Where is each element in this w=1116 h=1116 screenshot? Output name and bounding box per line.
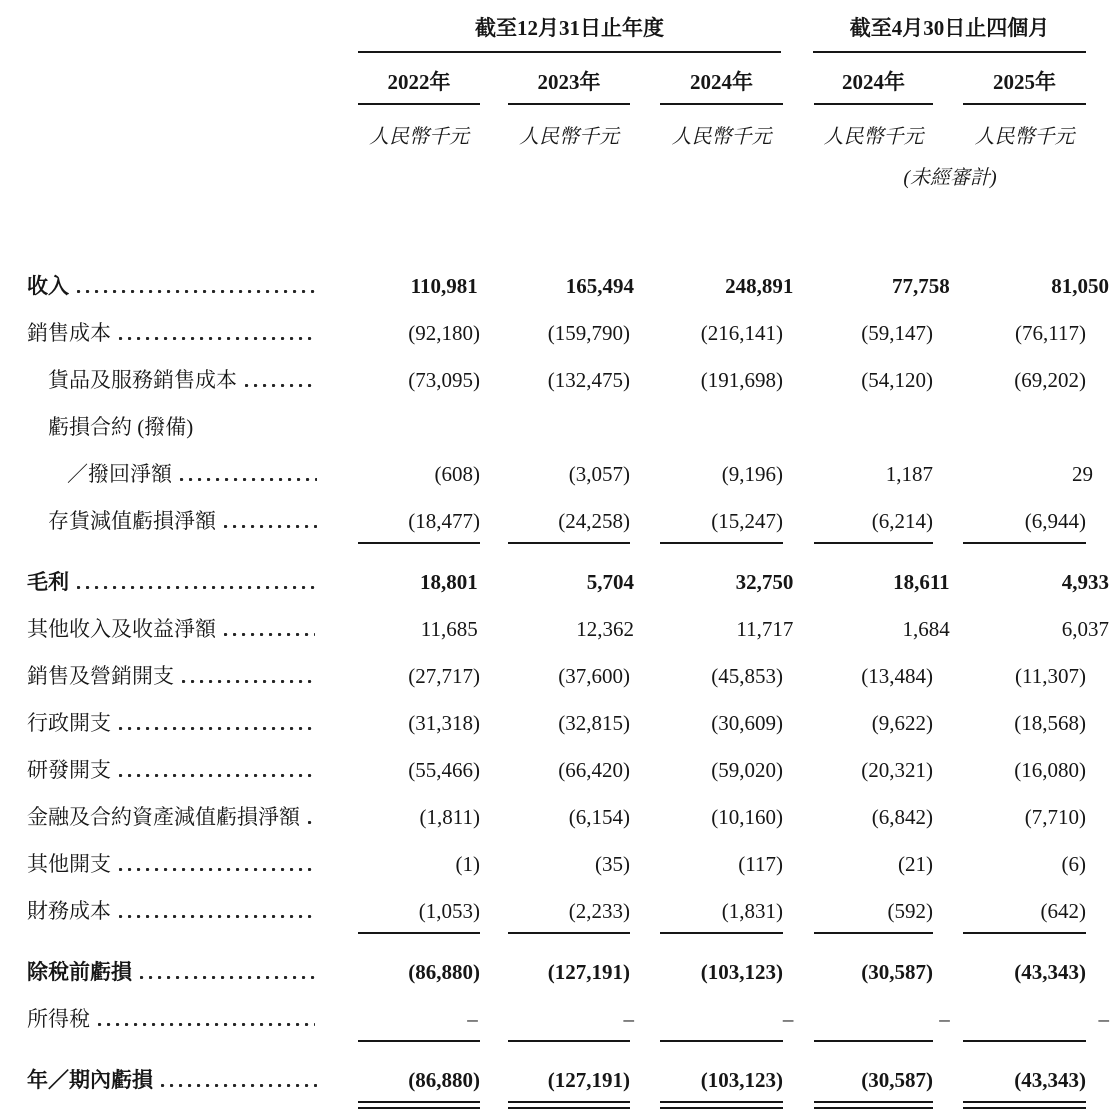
value-cell: 29 [1072,462,1093,486]
value-cell: (6,944) [1024,509,1086,533]
rule [814,542,933,550]
row-label: 虧損合約 (撥備) [48,415,194,439]
row-label: 行政開支 [27,711,111,735]
value-cell: – [1098,1007,1109,1031]
row-label: 除稅前虧損 [27,960,132,984]
year-header-2023: 2023年 [508,66,630,105]
value-cell: (27,717) [408,664,480,688]
value-cell: (43,343) [1014,960,1086,984]
value-cell: 81,050 [1051,274,1109,298]
unit-label: 人民幣千元 [519,126,619,148]
value-cell: (32,815) [558,711,630,735]
value-cell: – [939,1007,950,1031]
row-label: 收入 [27,274,69,298]
row-label: 年／期內虧損 [27,1068,153,1092]
row-revenue [0,254,1116,301]
dot-leader [119,915,317,918]
value-cell: (35) [595,852,630,876]
value-cell: (10,160) [711,805,783,829]
row-financial-contract-asset-impairment-net [0,785,1116,832]
unaudited-note-row [0,161,1116,190]
dot-leader [119,774,317,777]
value-cell: 248,891 [725,274,794,298]
value-cell: (16,080) [1014,758,1086,782]
row-label: 其他收入及收益淨額 [27,617,216,641]
value-cell: (608) [434,462,480,486]
value-cell: (127,191) [547,960,630,984]
value-cell: – [467,1007,478,1031]
row-label: 存貨減值虧損淨額 [48,509,216,533]
header-spacer [0,161,814,190]
row-label: 貨品及服務銷售成本 [48,368,237,392]
value-cell: (159,790) [547,321,630,345]
rule [358,932,480,940]
unit-label: 人民幣千元 [974,126,1075,148]
row-other-expenses [0,832,1116,879]
value-cell: (31,318) [408,711,480,735]
value-cell: (1,811) [419,805,480,829]
value-cell: (24,258) [558,509,630,533]
value-cell: (1,053) [418,899,480,923]
dot-leader [119,337,317,340]
value-cell: (45,853) [711,664,783,688]
value-cell: (86,880) [408,960,480,984]
rule [508,932,630,940]
rule [963,1040,1086,1048]
value-cell: (2,233) [568,899,630,923]
subtotal-rule-row [0,1034,1116,1048]
value-cell: (37,600) [558,664,630,688]
double-rule [963,1101,1086,1109]
dot-leader [224,525,317,528]
value-cell: (592) [887,899,933,923]
dot-leader [161,1084,317,1087]
value-cell: (59,147) [861,321,933,345]
header-spacer [0,66,320,105]
subtotal-rule-row [0,536,1116,550]
dot-leader [308,821,317,824]
value-cell: (73,095) [408,368,480,392]
value-cell: 18,611 [893,570,950,594]
value-cell: (18,477) [408,509,480,533]
rule [358,542,480,550]
dot-leader [245,384,317,387]
year-header-2024-interim: 2024年 [814,66,933,105]
period-group-row [0,12,1116,53]
year-header-row [0,66,1116,105]
unit-label: 人民幣千元 [671,126,772,148]
value-cell: (13,484) [861,664,933,688]
dot-leader [180,478,317,481]
value-cell: (55,466) [408,758,480,782]
rule [508,1040,630,1048]
row-inventory-impairment-net [0,489,1116,536]
total-double-rule-row [0,1095,1116,1115]
row-income-tax [0,987,1116,1034]
row-loss-for-year-period [0,1048,1116,1095]
value-cell: 165,494 [565,274,635,298]
table-body [0,254,1116,1115]
rule [508,542,630,550]
value-cell: 11,685 [420,617,478,641]
value-cell: (59,020) [711,758,783,782]
row-label: 所得稅 [27,1007,90,1031]
value-cell: (30,609) [711,711,783,735]
value-cell: 32,750 [735,570,794,594]
row-label: 銷售成本 [27,321,111,345]
unit-label: 人民幣千元 [823,126,924,148]
value-cell: (9,196) [721,462,783,486]
double-rule [814,1101,933,1109]
unit-label: 人民幣千元 [369,126,469,148]
row-selling-marketing-expenses [0,644,1116,691]
value-cell: (6,214) [871,509,933,533]
table-header [0,0,1116,190]
value-cell: (1,831) [721,899,783,923]
year-header-2025-interim: 2025年 [963,66,1086,105]
value-cell: (66,420) [558,758,630,782]
dot-leader [224,633,315,636]
header-spacer [0,120,320,149]
row-label: 其他開支 [27,852,111,876]
dot-leader [98,1023,315,1026]
value-cell: 110,981 [410,274,478,298]
value-cell: (18,568) [1014,711,1086,735]
value-cell: 77,758 [891,274,950,298]
row-label: 金融及合約資產減值虧損淨額 [27,805,300,829]
row-label: 毛利 [27,570,69,594]
row-label: 研發開支 [27,758,111,782]
dot-leader [140,976,317,979]
value-cell: (642) [1040,899,1086,923]
value-cell: (7,710) [1024,805,1086,829]
rule [963,542,1086,550]
dot-leader [182,680,317,683]
unit-row [0,120,1116,149]
value-cell: (86,880) [408,1068,480,1092]
value-cell: (216,141) [700,321,783,345]
value-cell: (132,475) [547,368,630,392]
value-cell: 5,704 [586,570,635,594]
value-cell: (9,622) [871,711,933,735]
dot-leader [119,868,317,871]
header-spacer [0,12,320,53]
row-loss-before-tax [0,940,1116,987]
row-reversal-net [0,442,1116,489]
value-cell: (20,321) [861,758,933,782]
rule [814,1040,933,1048]
row-administrative-expenses [0,691,1116,738]
value-cell: (6) [1061,852,1086,876]
rule [358,1040,480,1048]
value-cell: (6,842) [871,805,933,829]
value-cell: (21) [898,852,933,876]
subtotal-rule-row [0,926,1116,940]
rule [660,542,783,550]
row-finance-costs [0,879,1116,926]
value-cell: 18,801 [419,570,478,594]
double-rule [508,1101,630,1109]
rule [660,932,783,940]
year-header-2024: 2024年 [660,66,783,105]
value-cell: 1,684 [902,617,950,641]
value-cell: (92,180) [408,321,480,345]
row-label: ／撥回淨額 [67,462,172,486]
value-cell: (43,343) [1014,1068,1086,1092]
value-cell: 12,362 [576,617,635,641]
double-rule [660,1101,783,1109]
value-cell: (30,587) [861,1068,933,1092]
value-cell: (103,123) [700,1068,783,1092]
rule [814,932,933,940]
dot-leader [119,727,317,730]
value-cell: (76,117) [1015,321,1086,345]
row-label: 財務成本 [27,899,111,923]
row-rd-expenses [0,738,1116,785]
dot-leader [77,290,315,293]
period-group-four-months: 截至4月30日止四個月 [813,12,1086,53]
value-cell: (54,120) [861,368,933,392]
row-label: 銷售及營銷開支 [27,664,174,688]
double-rule [358,1101,480,1109]
value-cell: (69,202) [1014,368,1086,392]
value-cell: (6,154) [568,805,630,829]
value-cell: (15,247) [711,509,783,533]
row-loss-contracts-provision [0,395,1116,442]
value-cell: (1) [455,852,480,876]
rule [963,932,1086,940]
period-group-annual: 截至12月31日止年度 [358,12,781,53]
year-header-2022: 2022年 [358,66,480,105]
row-other-income-gains-net [0,597,1116,644]
value-cell: 4,933 [1061,570,1109,594]
value-cell: (11,307) [1015,664,1086,688]
value-cell: – [623,1007,635,1031]
value-cell: (191,698) [700,368,783,392]
rule [660,1040,783,1048]
value-cell: (127,191) [547,1068,630,1092]
value-cell: 11,717 [736,617,794,641]
value-cell: (3,057) [568,462,630,486]
value-cell: (117) [738,852,783,876]
row-cost-of-sales [0,301,1116,348]
value-cell: (103,123) [700,960,783,984]
row-gross-profit [0,550,1116,597]
dot-leader [77,586,315,589]
value-cell: – [782,1007,794,1031]
value-cell: 6,037 [1061,617,1109,641]
row-cost-of-goods-services [0,348,1116,395]
value-cell: 1,187 [885,462,933,486]
value-cell: (30,587) [861,960,933,984]
unaudited-note: (未經審計) [903,167,997,189]
